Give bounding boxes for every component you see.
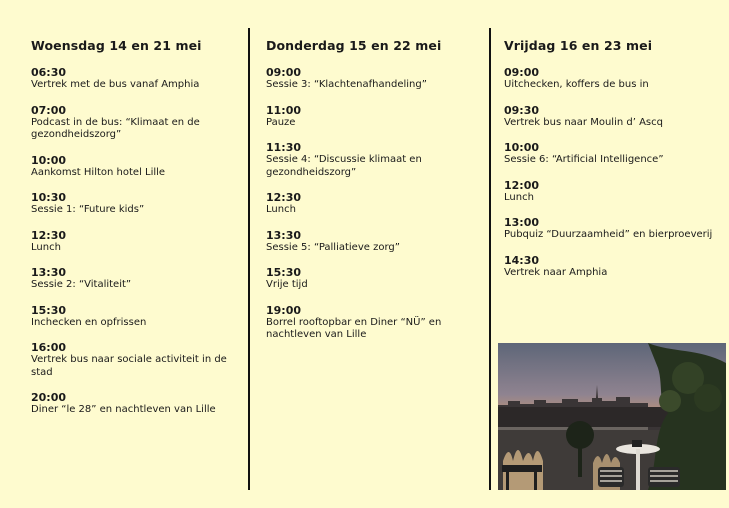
event-time: 12:30 — [266, 191, 302, 204]
event-time: 11:00 — [266, 103, 302, 117]
event-time: 13:30 — [266, 228, 302, 242]
event-description: Uitchecken, koffers de bus in — [504, 79, 649, 90]
schedule-item — [504, 141, 726, 167]
event-time: 13:30 — [31, 266, 67, 279]
event-description: Lunch — [266, 204, 296, 215]
event-description: Borrel rooftopbar en Diner “NÜ” en nachtleven van Lille — [266, 316, 442, 340]
event-description: Pauze — [266, 116, 296, 128]
event-description: Podcast in de bus: “Klimaat en de gezondheidszorg” — [31, 116, 200, 140]
day-title: Woensdag 14 en 21 mei — [31, 38, 202, 53]
event-time: 20:00 — [31, 391, 67, 404]
event-time: 16:00 — [31, 341, 67, 354]
schedule-item — [31, 191, 241, 217]
event-list — [266, 66, 481, 354]
schedule-item — [504, 104, 726, 130]
event-time: 13:00 — [504, 216, 540, 229]
event-time: 12:30 — [31, 228, 67, 242]
event-time: 09:00 — [266, 66, 302, 79]
event-time: 15:30 — [266, 266, 302, 279]
event-time: 14:30 — [504, 253, 540, 267]
schedule-item — [31, 391, 241, 417]
event-description: Sessie 3: “Klachtenafhandeling” — [266, 79, 427, 90]
event-description: Sessie 2: “Vitaliteit” — [31, 279, 132, 290]
schedule-item — [504, 179, 726, 205]
event-list — [504, 66, 726, 291]
day-title: Vrijdag 16 en 23 mei — [504, 38, 653, 53]
event-time: 12:00 — [504, 178, 540, 192]
event-time: 10:00 — [31, 153, 67, 167]
schedule-item — [31, 341, 241, 379]
rooftop-terrace-photo — [498, 343, 726, 490]
event-description: Sessie 1: “Future kids” — [31, 204, 145, 215]
schedule-item — [31, 104, 241, 142]
schedule-item — [504, 254, 726, 280]
event-description: Vertrek naar Amphia — [504, 266, 608, 278]
event-description: Inchecken en opfrissen — [31, 316, 147, 328]
schedule-item — [504, 66, 726, 92]
event-time: 19:00 — [266, 303, 302, 317]
event-description: Sessie 4: “Discussie klimaat en gezondheidszorg” — [266, 154, 422, 178]
event-time: 10:00 — [504, 141, 540, 154]
event-description: Aankomst Hilton hotel Lille — [31, 166, 166, 178]
event-description: Diner “le 28” en nachtleven van Lille — [31, 404, 216, 415]
event-time: 11:30 — [266, 141, 302, 154]
event-time: 06:30 — [31, 66, 67, 79]
event-description: Sessie 6: “Artificial Intelligence” — [504, 154, 664, 165]
schedule-item — [266, 104, 481, 130]
event-description: Vertrek bus naar Moulin d’ Ascq — [504, 116, 663, 128]
event-time: 07:00 — [31, 103, 67, 117]
schedule-item — [31, 266, 241, 292]
event-description: Pubquiz “Duurzaamheid” en bierproeverij — [504, 229, 713, 240]
schedule-item — [266, 304, 481, 342]
event-description: Lunch — [504, 191, 534, 203]
event-description: Vertrek bus naar sociale activiteit in de stad — [31, 354, 227, 378]
schedule-item — [266, 229, 481, 255]
column-divider — [248, 28, 250, 490]
column-divider — [489, 28, 491, 490]
event-description: Sessie 5: “Palliatieve zorg” — [266, 241, 400, 253]
event-description: Vrije tijd — [266, 279, 308, 290]
schedule-item — [266, 191, 481, 217]
day-title: Donderdag 15 en 22 mei — [266, 38, 442, 53]
schedule-item — [31, 304, 241, 330]
schedule-item — [266, 141, 481, 179]
event-time: 15:30 — [31, 303, 67, 317]
event-time: 09:30 — [504, 103, 540, 117]
event-time: 10:30 — [31, 191, 67, 204]
event-list — [31, 66, 241, 429]
event-time: 09:00 — [504, 66, 540, 79]
event-description: Vertrek met de bus vanaf Amphia — [31, 79, 200, 90]
schedule-item — [31, 154, 241, 180]
schedule-item — [31, 229, 241, 255]
schedule-item — [266, 66, 481, 92]
schedule-item — [504, 216, 726, 242]
schedule-item — [31, 66, 241, 92]
event-description: Lunch — [31, 241, 61, 253]
schedule-item — [266, 266, 481, 292]
